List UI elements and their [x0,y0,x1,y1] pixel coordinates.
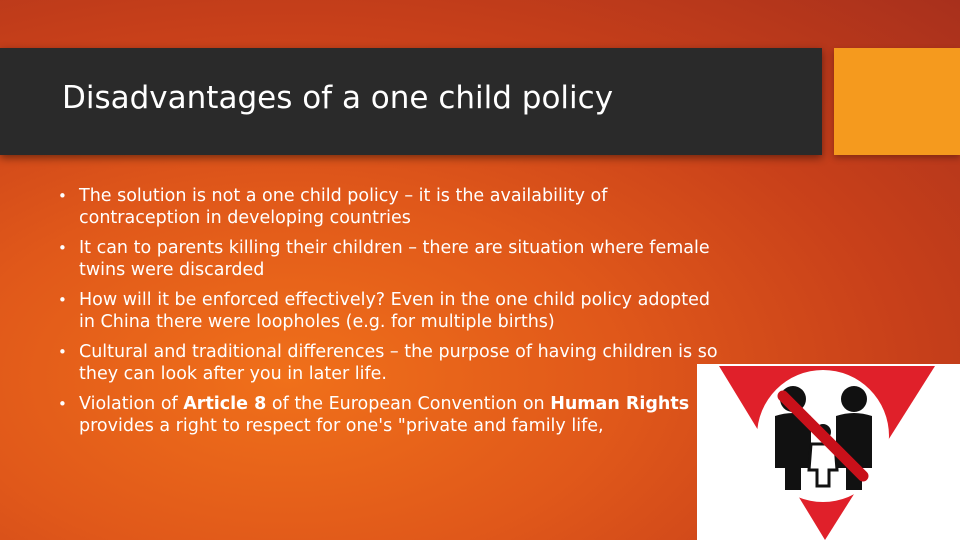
bullet-item [58,290,718,333]
bullet-text-mid: of the European Convention on [266,394,551,414]
bullet-item [58,186,718,229]
bullet-bold-article: Article 8 [183,394,267,414]
bullet-item [58,342,718,385]
slide-title: Disadvantages of a one child policy [62,80,614,116]
bullet-text-pre: Violation of [79,394,184,414]
bullet-dot: • [58,343,67,361]
bullet-dot: • [58,291,67,309]
no-family-prohibition-sign-icon [697,364,960,540]
bullet-text-post: provides a right to respect for one's "private and family life, [79,415,604,436]
adult-right-head-icon [841,386,867,412]
bullet-list [58,186,718,446]
bullet-dot: • [58,187,67,205]
bullet-text: How will it be enforced effectively? Even in the one child policy adopted in China there were loopholes (e.g. for multiple births) [79,290,710,332]
bullet-text: The solution is not a one child policy – it is the availability of contraception in developing countries [79,186,608,228]
bullet-bold-human-rights: Human Rights [550,394,690,414]
bullet-item [58,394,718,437]
prohibition-image [697,364,960,540]
bullet-item [58,238,718,281]
bullet-dot: • [58,239,67,257]
accent-block [834,48,960,155]
bullet-text: Cultural and traditional differences – the purpose of having children is so they can look after you in later life. [79,342,718,384]
bullet-text: It can to parents killing their children – there are situation where female twins were discarded [79,238,710,280]
bullet-dot: • [58,395,67,413]
